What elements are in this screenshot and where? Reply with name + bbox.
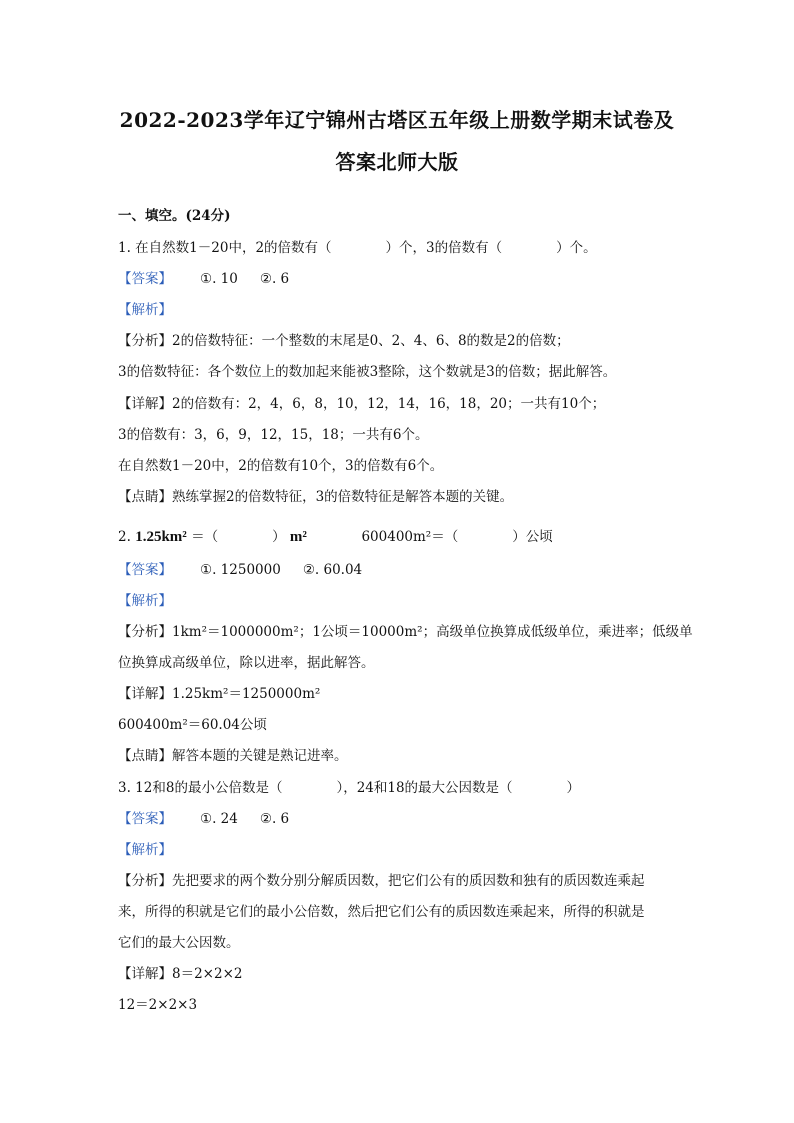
q2-answer-1: ①. 1250000 (200, 562, 281, 578)
q2-blank-1: ＝（ ） (191, 529, 286, 545)
q1-xiangjie-2: 3的倍数有：3，6，9，12，15，18；一共有6个。 (118, 427, 429, 443)
section-heading: 一、填空。(24分) (118, 208, 231, 224)
q3-analysis-tag: 【解析】 (118, 842, 172, 858)
q3-answer-2: ②. 6 (259, 811, 290, 827)
question-2: 2. 1.25km² ＝（ ） m² 600400m²＝（ ）公顷 (118, 529, 553, 545)
question-3: 3. 12和8的最小公倍数是（ ），24和18的最大公因数是（ ） (118, 780, 581, 796)
q2-analysis-tag: 【解析】 (118, 593, 172, 609)
q3-fenxi-2: 来，所得的积就是它们的最小公倍数，然后把它们公有的质因数连乘起来，所得的积就是 (118, 904, 645, 920)
document-title-line-2: 答案北师大版 (335, 150, 459, 174)
q3-answer (118, 809, 289, 829)
answer-tag: 【答案】 (118, 811, 172, 827)
answer-tag: 【答案】 (118, 562, 172, 578)
q2-formula-left: 1.25km² (135, 529, 187, 545)
q2-answer-2: ②. 60.04 (302, 562, 363, 578)
xiangjie-tag: 【详解】 (118, 966, 172, 982)
q1-answer-1: ①. 10 (200, 271, 238, 287)
answer-tag: 【答案】 (118, 271, 172, 287)
q2-answer (118, 560, 362, 580)
document-title-line-1: 2022-2023学年辽宁锦州古塔区五年级上册数学期末试卷及 (119, 108, 675, 132)
q1-answer-2: ②. 6 (259, 271, 290, 287)
question-1: 1. 在自然数1－20中，2的倍数有（ ）个，3的倍数有（ ）个。 (118, 240, 597, 256)
dianjing-tag: 【点睛】 (118, 748, 172, 764)
q1-fenxi-1: 【分析】2的倍数特征：一个整数的末尾是0、2、4、6、8的数是2的倍数； (118, 333, 570, 349)
q2-xiangjie-1: 【详解】1.25km²＝1250000m² (118, 686, 321, 702)
q3-xiangjie-1: 【详解】8＝2×2×2 (118, 966, 243, 982)
q1-dianjing: 【点睛】熟练掌握2的倍数特征，3的倍数特征是解答本题的关键。 (118, 489, 514, 505)
q2-fenxi-1: 【分析】1km²＝1000000m²；1公顷＝10000m²；高级单位换算成低级单位，乘进率；低级单 (118, 624, 693, 640)
q1-fenxi-2: 3的倍数特征：各个数位上的数加起来能被3整除，这个数就是3的倍数；据此解答。 (118, 364, 617, 380)
q3-fenxi-3: 它们的最大公因数。 (118, 935, 240, 951)
q1-xiangjie-3: 在自然数1－20中，2的倍数有10个，3的倍数有6个。 (118, 458, 444, 474)
q3-fenxi-1: 【分析】先把要求的两个数分别分解质因数，把它们公有的质因数和独有的质因数连乘起 (118, 873, 645, 889)
q1-xiangjie-1: 【详解】2的倍数有：2，4，6，8，10，12，14，16，18，20；一共有10个； (118, 396, 606, 412)
q1-analysis-tag: 【解析】 (118, 302, 172, 318)
fenxi-tag: 【分析】 (118, 624, 172, 640)
fenxi-tag: 【分析】 (118, 873, 172, 889)
q2-part-2: 600400m²＝（ ）公顷 (361, 529, 553, 545)
q2-dianjing: 【点睛】解答本题的关键是熟记进率。 (118, 748, 348, 764)
q2-unit-m2: m² (289, 529, 307, 545)
q3-xiangjie-2: 12＝2×2×3 (118, 997, 198, 1013)
fenxi-tag: 【分析】 (118, 333, 172, 349)
q2-xiangjie-2: 600400m²＝60.04公顷 (118, 717, 267, 733)
q3-answer-1: ①. 24 (200, 811, 238, 827)
xiangjie-tag: 【详解】 (118, 686, 172, 702)
xiangjie-tag: 【详解】 (118, 396, 172, 412)
q1-answer (118, 269, 289, 289)
q2-fenxi-2: 位换算成高级单位，除以进率，据此解答。 (118, 655, 375, 671)
dianjing-tag: 【点睛】 (118, 489, 172, 505)
